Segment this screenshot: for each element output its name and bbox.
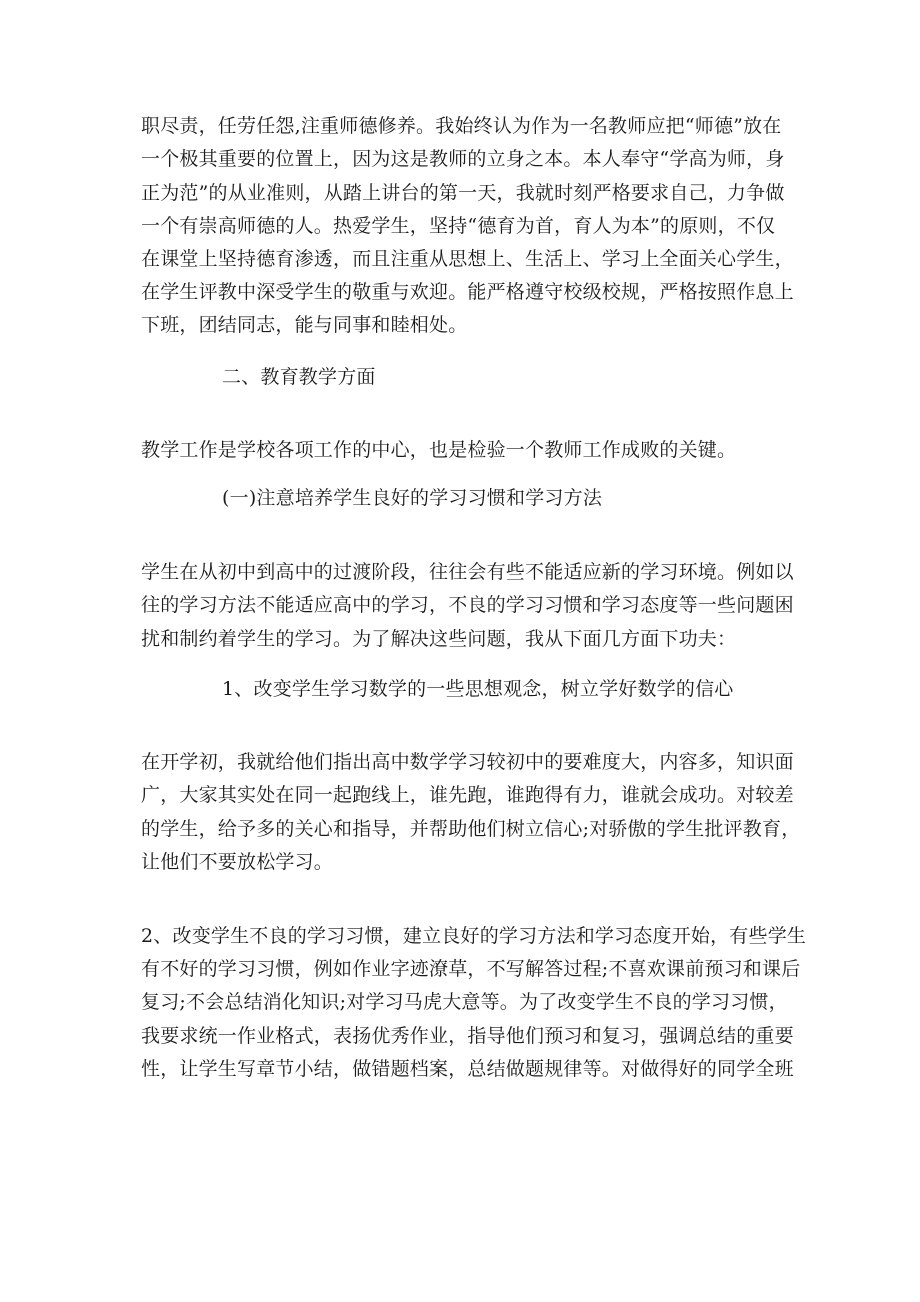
subsection-heading: 1、改变学生学习数学的一些思想观念，树立学好数学的信心 — [222, 678, 734, 700]
paragraph-line: 扰和制约着学生的学习。为了解决这些问题，我从下面几方面下功夫： — [141, 628, 737, 650]
paragraph-line: 学生在从初中到高中的过渡阶段，往往会有些不能适应新的学习环境。例如以 — [141, 561, 794, 583]
paragraph-line: 在学生评教中深受学生的敬重与欢迎。能严格遵守校级校规，严格按照作息上 — [141, 281, 794, 303]
paragraph-line: 一个有崇高师德的人。热爱学生，坚持“德育为首，育人为本”的原则，不仅 — [141, 215, 776, 237]
paragraph-line: 正为范”的从业准则，从踏上讲台的第一天，我就时刻严格要求自己，力争做 — [141, 182, 785, 204]
paragraph-line: 职尽责，任劳任怨,注重师德修养。我始终认为作为一名教师应把“师德”放在 — [141, 115, 782, 137]
paragraph-line: 教学工作是学校各项工作的中心，也是检验一个教师工作成败的关键。 — [141, 439, 737, 461]
paragraph-line: 一个极其重要的位置上，因为这是教师的立身之本。本人奉守“学高为师，身 — [141, 148, 785, 170]
paragraph-line: 广，大家其实处在同一起跑线上，谁先跑，谁跑得有力，谁就会成功。对较差 — [141, 784, 794, 806]
paragraph-line: 在开学初，我就给他们指出高中数学学习较初中的要难度大，内容多，知识面 — [141, 751, 794, 773]
paragraph-line: 我要求统一作业格式，表扬优秀作业，指导他们预习和复习，强调总结的重要 — [141, 1025, 794, 1047]
paragraph-line: 往的学习方法不能适应高中的学习，不良的学习习惯和学习态度等一些问题困 — [141, 594, 794, 616]
paragraph-line: 让他们不要放松学习。 — [141, 851, 334, 873]
subsection-heading: (一)注意培养学生良好的学习习惯和学习方法 — [222, 487, 603, 509]
paragraph-line: 的学生，给予多的关心和指导，并帮助他们树立信心;对骄傲的学生批评教育， — [141, 818, 801, 840]
paragraph-line: 在课堂上坚持德育渗透，而且注重从思想上、生活上、学习上全面关心学生， — [141, 248, 794, 270]
paragraph-line: 有不好的学习习惯，例如作业字迹潦草，不写解答过程;不喜欢课前预习和课后 — [141, 958, 801, 980]
paragraph-line: 下班，团结同志，能与同事和睦相处。 — [141, 314, 468, 336]
paragraph-line: 性，让学生写章节小结，做错题档案，总结做题规律等。对做得好的同学全班 — [141, 1058, 794, 1080]
section-heading: 二、教育教学方面 — [222, 366, 376, 388]
paragraph-line: 复习;不会总结消化知识;对学习马虎大意等。为了改变学生不良的学习习惯， — [141, 991, 788, 1013]
paragraph-line: 2、改变学生不良的学习习惯，建立良好的学习方法和学习态度开始，有些学生 — [141, 925, 807, 947]
